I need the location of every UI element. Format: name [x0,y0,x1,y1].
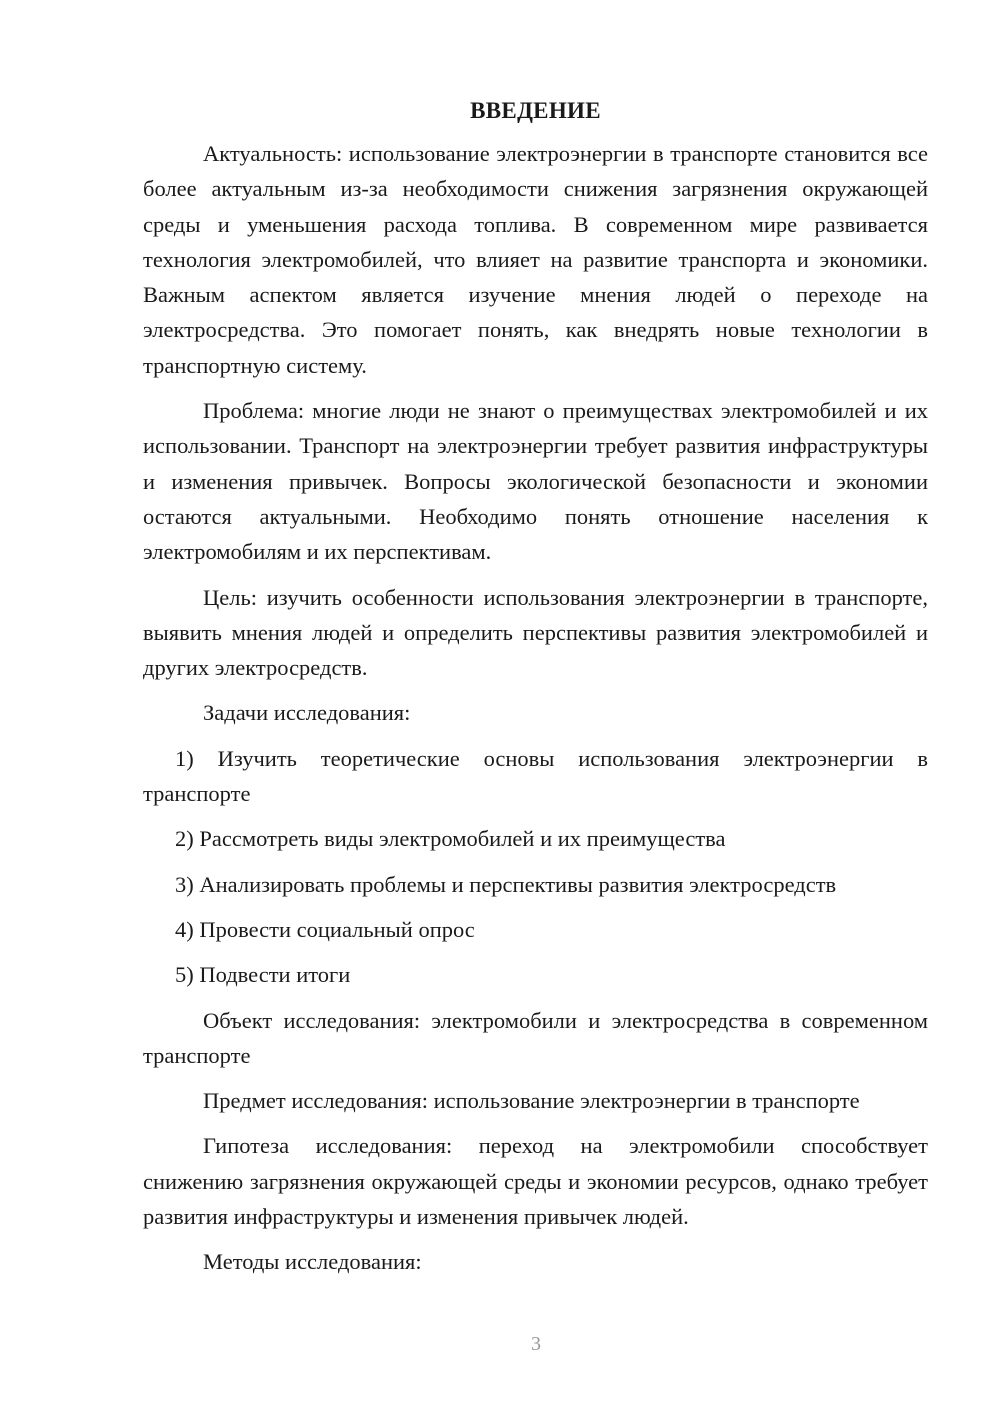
tasks-list [143,741,928,993]
paragraph-problem: Проблема: многие люди не знают о преимуществах электромобилей и их использовании. Транспорт на электроэнергии требует развития инфраструктуры и изменения привычек. Вопросы экологической безопасности и экономии остаются актуальными. Необходимо понять отношение населения к электромобилям и их перспективам. [143,398,928,565]
document-page [143,96,928,1290]
paragraph-subject: Предмет исследования: использование электроэнергии в транспорте [203,1088,860,1114]
list-item: 5) Подвести итоги [175,962,351,988]
paragraph-methods: Методы исследования: [203,1249,422,1275]
paragraph-goal: Цель: изучить особенности использования электроэнергии в транспорте, выявить мнения людей и определить перспективы развития электромобилей и других электросредств. [143,584,928,681]
paragraph-relevance: Актуальность: использование электроэнергии в транспорте становится все более актуальным из-за необходимости снижения загрязнения окружающей среды и уменьшения расхода топлива. В современном мире развивается технология электромобилей, что влияет на развитие транспорта и экономики. Важным аспектом является изучение мнения людей о переходе на электросредства. Это помогает понять, как внедрять новые технологии в транспортную систему. [143,141,928,378]
paragraph-hypothesis: Гипотеза исследования: переход на электромобили способствует снижению загрязнения окружающей среды и экономии ресурсов, однако требует развития инфраструктуры и изменения привычек людей. [143,1133,928,1230]
tasks-heading: Задачи исследования: [203,700,411,726]
list-item: 3) Анализировать проблемы и перспективы развития электросредств [175,871,837,897]
page-number: 3 [531,1333,541,1355]
list-item: 1) Изучить теоретические основы использования электроэнергии в транспорте [143,745,928,807]
list-item: 2) Рассмотреть виды электромобилей и их преимущества [175,826,726,852]
paragraph-object: Объект исследования: электромобили и электросредства в современном транспорте [143,1007,928,1068]
page-title: ВВЕДЕНИЕ [470,98,601,123]
list-item: 4) Провести социальный опрос [175,916,475,942]
